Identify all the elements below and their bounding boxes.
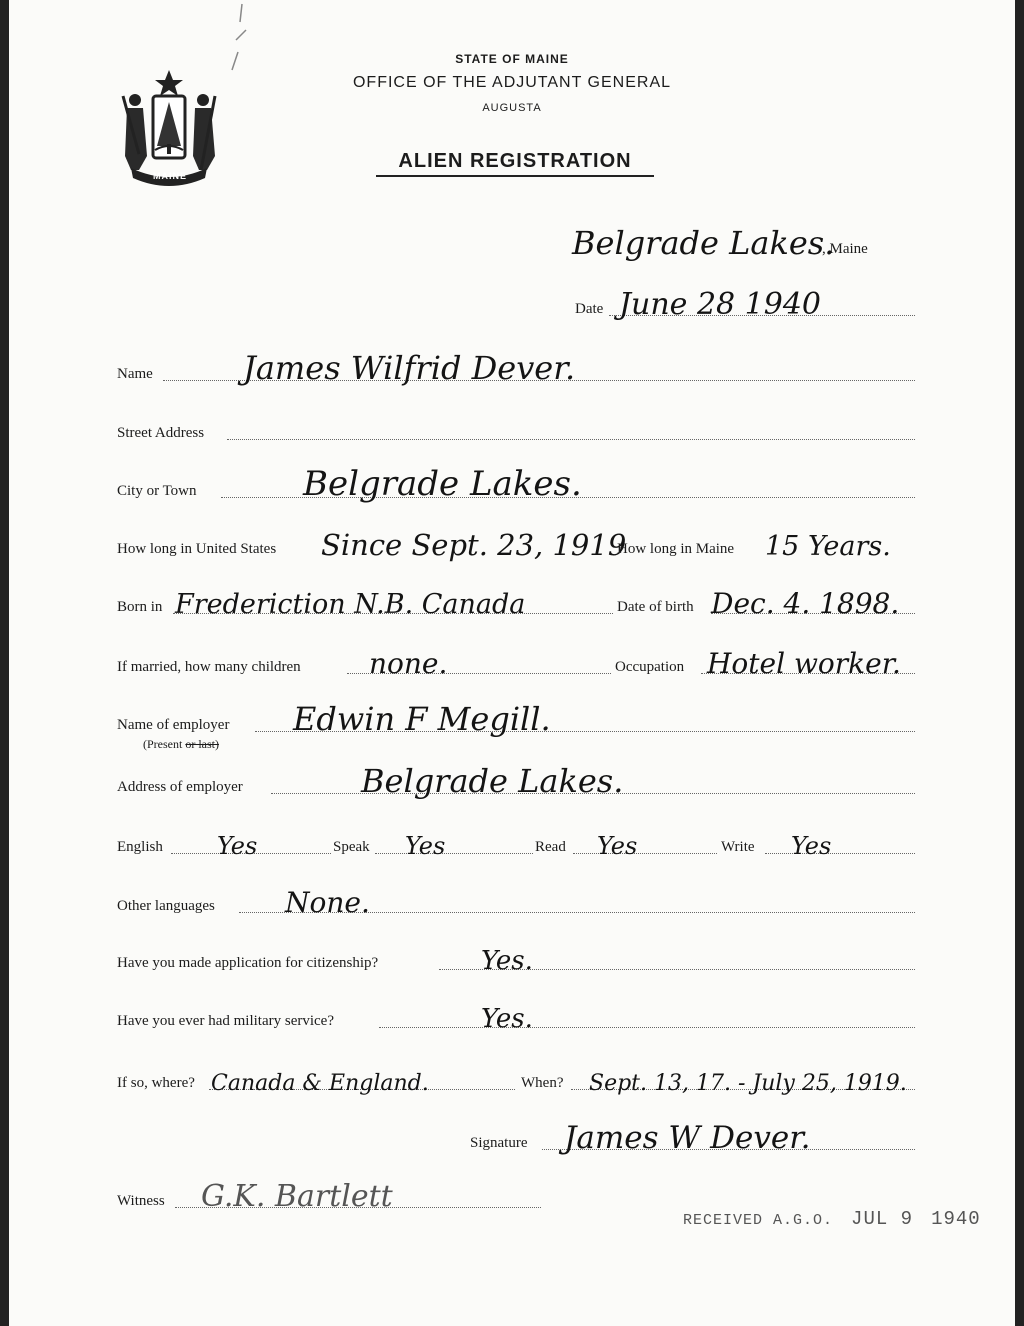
employer-sublabel-present: (Present <box>143 737 183 751</box>
when-value: Sept. 13, 17. - July 25, 1919. <box>589 1071 907 1096</box>
place-row <box>560 224 920 262</box>
witness-label: Witness <box>117 1193 165 1209</box>
service-row <box>117 1066 915 1096</box>
name-value: James Wilfrid Dever. <box>243 349 576 387</box>
language-ability-row <box>117 830 915 860</box>
how-long-us-label: How long in United States <box>117 541 277 557</box>
duration-row <box>117 528 915 562</box>
street-label: Street Address <box>117 425 205 441</box>
citizenship-value: Yes. <box>481 946 533 976</box>
military-value: Yes. <box>481 1004 533 1034</box>
speak-label: Speak <box>333 839 370 855</box>
citizenship-label: Have you made application for citizenship? <box>117 955 379 971</box>
city-row <box>117 464 915 504</box>
write-value: Yes <box>791 832 832 860</box>
english-value: Yes <box>217 832 258 860</box>
where-value: Canada & England. <box>211 1071 429 1096</box>
scan-edge-left <box>0 0 9 1326</box>
employer-value: Edwin F Megill. <box>293 700 551 738</box>
signature-value: James W Dever. <box>564 1120 811 1156</box>
employer-address-row <box>117 762 915 800</box>
place-suffix: , Maine <box>822 241 868 257</box>
family-row <box>117 647 915 680</box>
employer-row <box>117 700 915 738</box>
seal-label: MAINE <box>153 171 187 181</box>
military-label: Have you ever had military service? <box>117 1013 334 1029</box>
form-title: ALIEN REGISTRATION <box>376 150 654 177</box>
employer-sublabel-struck: or last) <box>185 737 219 751</box>
dob-value: Dec. 4. 1898. <box>711 587 900 620</box>
dob-label: Date of birth <box>617 599 694 615</box>
occupation-label: Occupation <box>615 659 685 675</box>
children-value: none. <box>369 647 448 680</box>
scan-edge-right <box>1015 0 1024 1326</box>
children-label: If married, how many children <box>117 659 301 675</box>
born-in-value: Frederiction N.B. Canada <box>175 589 526 620</box>
witness-row <box>117 1179 541 1214</box>
stamp-received: RECEIVED A.G.O. <box>683 1212 834 1229</box>
how-long-us-value: Since Sept. 23, 1919 <box>321 528 627 562</box>
date-label: Date <box>575 301 604 317</box>
city-heading: AUGUSTA <box>482 102 542 114</box>
city-label: City or Town <box>117 483 197 499</box>
stamp-year: 1940 <box>931 1208 981 1230</box>
street-row <box>117 416 915 446</box>
place-value: Belgrade Lakes. <box>572 224 835 262</box>
date-value: June 28 1940 <box>619 287 822 322</box>
employer-address-label: Address of employer <box>117 779 243 795</box>
military-row <box>117 1004 915 1034</box>
date-row <box>575 287 915 322</box>
read-label: Read <box>535 839 566 855</box>
when-label: When? <box>521 1075 564 1091</box>
read-value: Yes <box>597 832 638 860</box>
employer-address-value: Belgrade Lakes. <box>361 762 624 800</box>
name-label: Name <box>117 366 153 382</box>
stamp-date: JUL 9 <box>851 1208 914 1230</box>
signature-label: Signature <box>470 1135 528 1151</box>
witness-signature: G.K. Bartlett <box>201 1179 393 1214</box>
signature-row <box>470 1120 915 1156</box>
citizenship-row <box>117 946 915 976</box>
occupation-value: Hotel worker. <box>707 647 901 680</box>
received-stamp <box>683 1208 981 1230</box>
where-label: If so, where? <box>117 1075 195 1091</box>
speak-value: Yes <box>405 832 446 860</box>
office-heading: OFFICE OF THE ADJUTANT GENERAL <box>352 74 672 91</box>
other-languages-value: None. <box>285 886 370 919</box>
how-long-maine-label: How long in Maine <box>617 541 735 557</box>
state-heading: STATE OF MAINE <box>455 52 569 66</box>
employer-sublabel <box>143 737 219 752</box>
other-languages-row <box>117 886 915 919</box>
other-languages-label: Other languages <box>117 898 215 914</box>
write-label: Write <box>721 839 755 855</box>
english-label: English <box>117 839 163 855</box>
how-long-maine-value: 15 Years. <box>765 531 891 562</box>
city-value: Belgrade Lakes. <box>303 464 582 504</box>
born-in-label: Born in <box>117 599 163 615</box>
employer-label: Name of employer <box>117 717 230 733</box>
name-row <box>117 349 915 387</box>
birth-row <box>117 587 915 620</box>
